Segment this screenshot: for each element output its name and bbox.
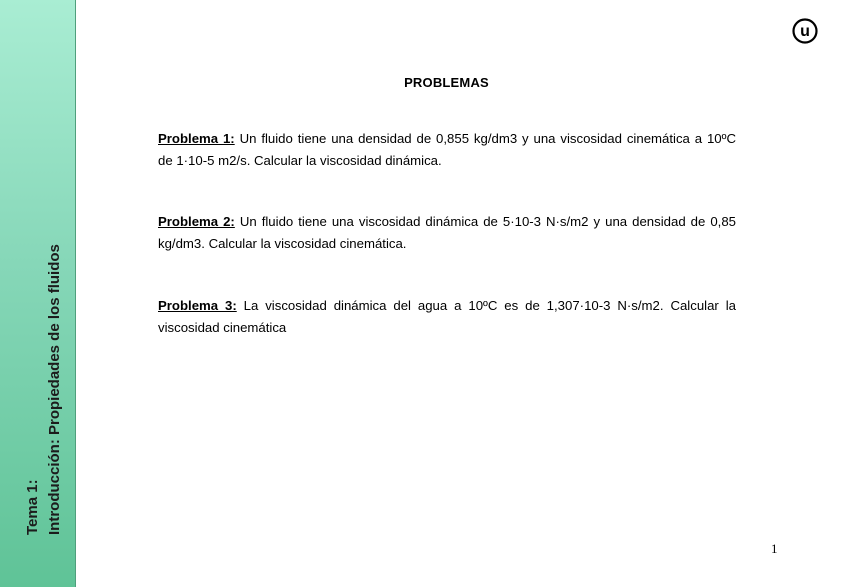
- sidebar-title-line1: Tema 1:: [24, 479, 41, 535]
- problem-1-label: Problema 1:: [158, 131, 235, 146]
- sidebar-title-line2: Introducción: Propiedades de los fluidos: [46, 244, 63, 535]
- problem-3-text: La viscosidad dinámica del agua a 10ºC es de 1,307·10-3 N·s/m2. Calcular la viscosidad cinemática: [158, 298, 736, 335]
- problem-2-label: Problema 2:: [158, 214, 235, 229]
- university-logo-icon: [792, 18, 818, 44]
- problem-1-text: Un fluido tiene una densidad de 0,855 kg/dm3 y una viscosidad cinemática a 10ºC de 1·10-5 m2/s. Calcular la viscosidad dinámica.: [158, 131, 736, 168]
- problem-3-label: Problema 3:: [158, 298, 237, 313]
- page-number: 1: [771, 541, 778, 556]
- problem-1: [158, 128, 736, 172]
- problem-2: [158, 211, 736, 255]
- problem-3: [158, 295, 736, 339]
- sidebar-title: [22, 244, 66, 535]
- page-heading: PROBLEMAS: [404, 75, 489, 90]
- problem-2-text: Un fluido tiene una viscosidad dinámica de 5·10-3 N·s/m2 y una densidad de 0,85 kg/dm3. Calcular la viscosidad cinemática.: [158, 214, 736, 251]
- logo-letter: u: [800, 23, 810, 40]
